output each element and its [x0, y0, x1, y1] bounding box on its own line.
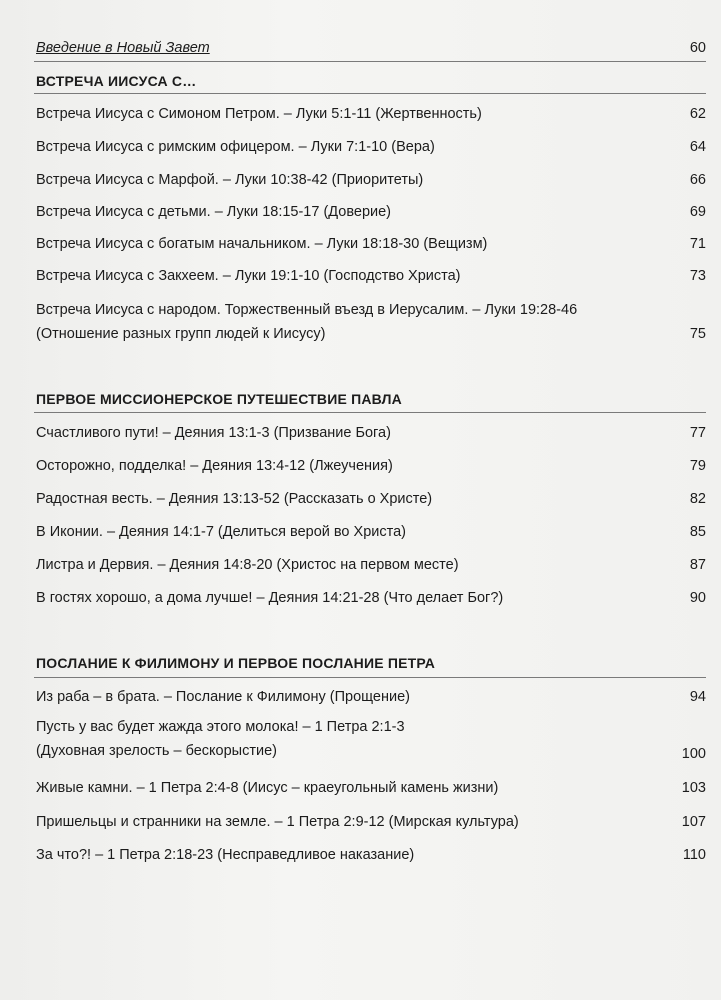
toc-page-number: 110: [682, 847, 706, 863]
toc-page-number: 100: [681, 746, 706, 762]
toc-page-number: 77: [689, 425, 706, 441]
toc-entry-title: Счастливого пути! – Деяния 13:1-3 (Призвание Бога): [36, 425, 391, 441]
divider: [34, 93, 706, 94]
toc-page-number: 82: [689, 491, 706, 507]
toc-page-number: 69: [689, 204, 706, 220]
toc-entry-title: Живые камни. – 1 Петра 2:4-8 (Иисус – краеугольный камень жизни): [36, 780, 499, 796]
toc-page-number: 103: [681, 780, 706, 796]
section-heading-text: ВСТРЕЧА ИИСУСА С…: [36, 73, 197, 89]
toc-page-number: 87: [689, 557, 706, 573]
toc-entry-title-line1: Пусть у вас будет жажда этого молока! – 1 Петра 2:1-3: [36, 719, 405, 735]
toc-entry-title-line2: (Отношение разных групп людей к Иисусу): [36, 326, 326, 342]
toc-entry-title-line2: (Духовная зрелость – бескорыстие): [36, 743, 277, 759]
toc-entry-title: Встреча Иисуса с Симоном Петром. – Луки 5:1-11 (Жертвенность): [36, 106, 482, 122]
toc-entry-title: В Иконии. – Деяния 14:1-7 (Делиться верой во Христа): [36, 524, 406, 540]
toc-page-number: 60: [689, 40, 706, 56]
toc-entry-title: За что?! – 1 Петра 2:18-23 (Несправедливое наказание): [36, 847, 415, 863]
toc-entry-title: Из раба – в брата. – Послание к Филимону (Прощение): [36, 689, 410, 705]
divider: [34, 61, 706, 62]
toc-page-number: 73: [689, 268, 706, 284]
toc-entry-title: Введение в Новый Завет: [36, 40, 210, 56]
toc-page-number: 62: [689, 106, 706, 122]
toc-page-number: 71: [689, 236, 706, 252]
toc-page-number: 94: [689, 689, 706, 705]
toc-entry-title: Осторожно, подделка! – Деяния 13:4-12 (Лжеучения): [36, 458, 393, 474]
toc-entry-title: Радостная весть. – Деяния 13:13-52 (Рассказать о Христе): [36, 491, 433, 507]
toc-entry-title: Встреча Иисуса с римским офицером. – Луки 7:1-10 (Вера): [36, 139, 435, 155]
toc-entry-title-line1: Встреча Иисуса с народом. Торжественный въезд в Иерусалим. – Луки 19:28-46: [36, 302, 578, 318]
section-heading-text: ПОСЛАНИЕ К ФИЛИМОНУ И ПЕРВОЕ ПОСЛАНИЕ ПЕТРА: [36, 655, 436, 671]
toc-page-number: 66: [689, 172, 706, 188]
divider: [34, 412, 706, 413]
toc-entry-title: Встреча Иисуса с Закхеем. – Луки 19:1-10 (Господство Христа): [36, 268, 461, 284]
toc-page-number: 85: [689, 524, 706, 540]
toc-entry-title: Пришельцы и странники на земле. – 1 Петра 2:9-12 (Мирская культура): [36, 814, 519, 830]
toc-page-number: 79: [689, 458, 706, 474]
toc-entry-title: Встреча Иисуса с богатым начальником. – Луки 18:18-30 (Вещизм): [36, 236, 488, 252]
toc-entry-title: Листра и Дервия. – Деяния 14:8-20 (Христос на первом месте): [36, 557, 459, 573]
section-heading-text: ПЕРВОЕ МИССИОНЕРСКОЕ ПУТЕШЕСТВИЕ ПАВЛА: [36, 391, 402, 407]
toc-entry-title: Встреча Иисуса с детьми. – Луки 18:15-17 (Доверие): [36, 204, 392, 220]
toc-page-number: 75: [689, 326, 706, 342]
divider: [34, 677, 706, 678]
toc-entry-title: В гостях хорошо, а дома лучше! – Деяния 14:21-28 (Что делает Бог?): [36, 590, 504, 606]
toc-page-number: 64: [689, 139, 706, 155]
toc-entry: [36, 717, 706, 765]
toc-page-number: 90: [689, 590, 706, 606]
toc-entry: [36, 300, 706, 348]
toc-entry-title: Встреча Иисуса с Марфой. – Луки 10:38-42 (Приоритеты): [36, 172, 424, 188]
toc-page-number: 107: [681, 814, 706, 830]
